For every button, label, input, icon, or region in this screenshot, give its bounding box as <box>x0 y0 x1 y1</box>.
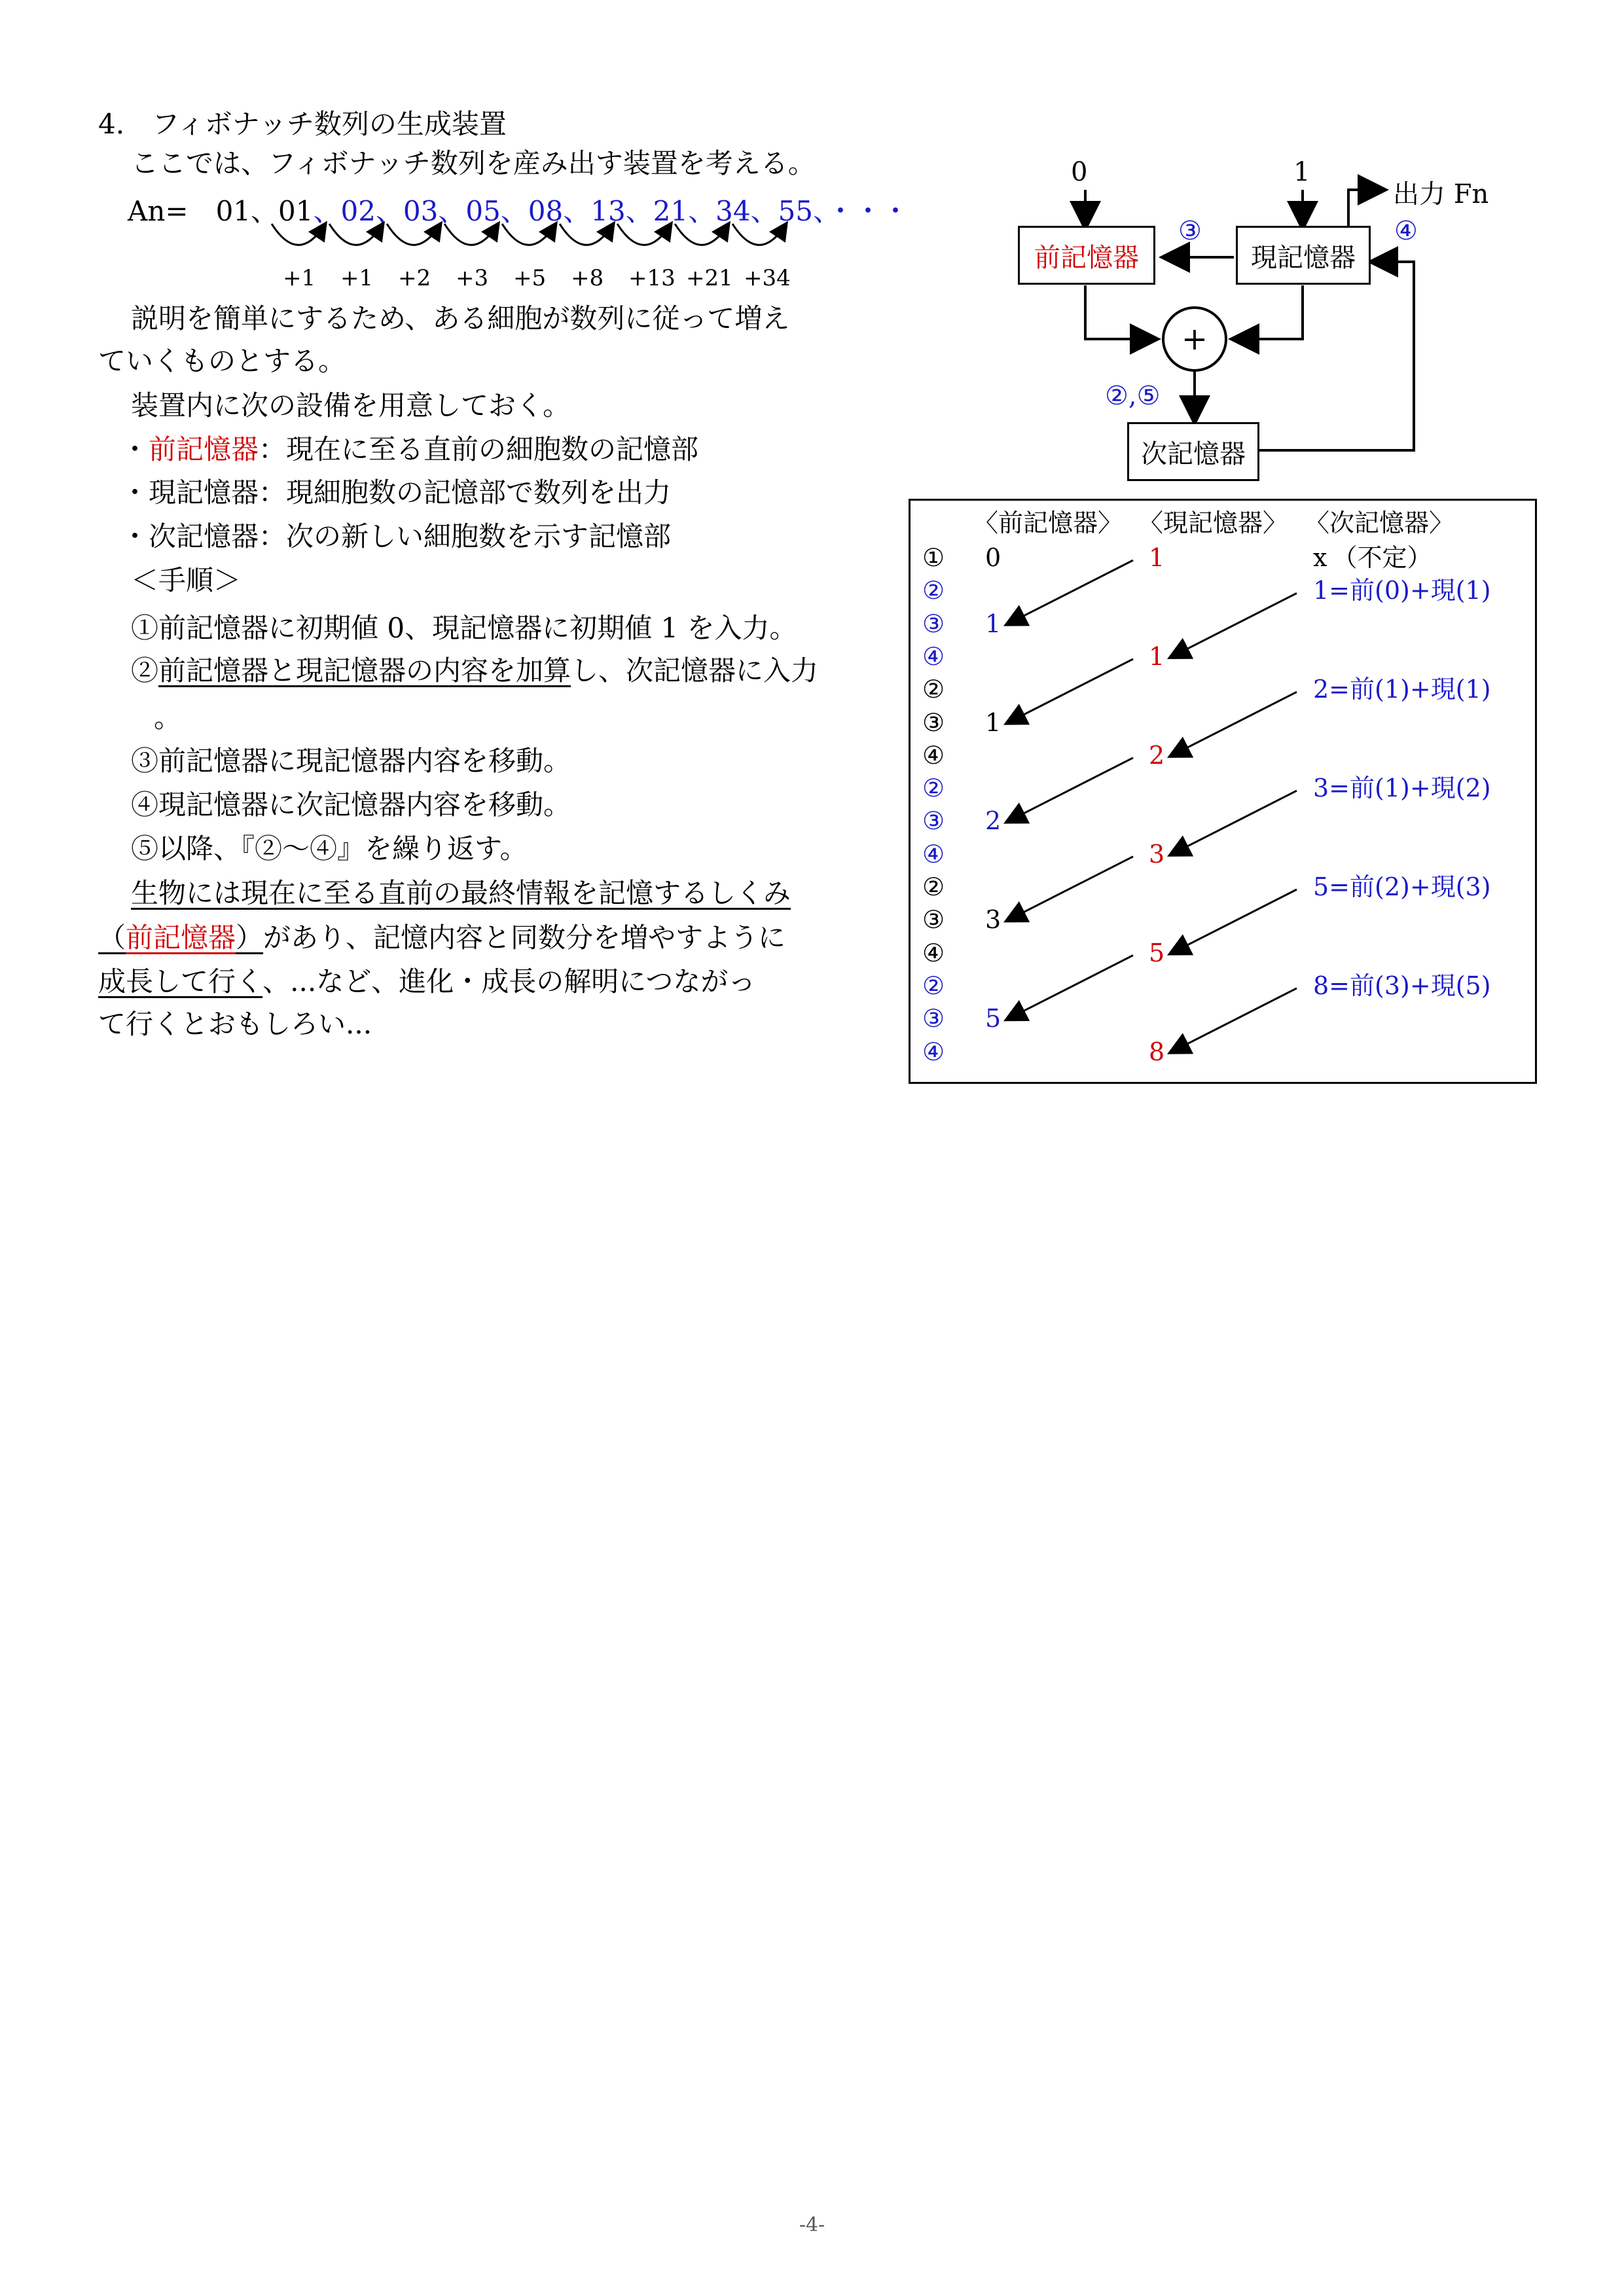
section-title: 4. フィボナッチ数列の生成装置 <box>98 108 507 140</box>
step1: ①前記憶器に初期値 0、現記憶器に初期値 1 を入力。 <box>131 612 797 644</box>
curr-value: 1 <box>1149 543 1165 572</box>
difference-label: +2 <box>398 265 431 291</box>
label-step3: ③ <box>1178 216 1202 246</box>
prev-value: 5 <box>985 1004 1001 1033</box>
input-prev-value: 0 <box>1071 157 1088 187</box>
transfer-arrow <box>1172 889 1297 953</box>
step-marker: ③ <box>922 708 945 737</box>
prev-value: 0 <box>985 543 1001 572</box>
difference-label: +21 <box>686 265 733 291</box>
step-marker: ① <box>922 543 945 572</box>
bullet-prev: ・前記憶器：現在に至る直前の細胞数の記憶部 <box>121 433 699 465</box>
para2: 装置内に次の設備を用意しておく。 <box>131 389 571 422</box>
next-value: 3=前(1)+現(2) <box>1313 774 1491 803</box>
step-marker: ④ <box>922 839 945 869</box>
next-value: x （不定） <box>1313 543 1432 572</box>
conclusion-line2: （前記憶器）があり、記憶内容と同数分を増やすように <box>98 922 786 954</box>
difference-label: +13 <box>628 265 676 291</box>
sequence-first: 01、01 <box>215 195 314 227</box>
transfer-arrow <box>1009 560 1133 624</box>
step-marker: ② <box>922 774 945 803</box>
prev-value: 1 <box>985 609 1001 638</box>
step-marker: ② <box>922 576 945 605</box>
intro-text: ここでは、フィボナッチ数列を産み出す装置を考える。 <box>131 147 816 179</box>
transfer-arrow <box>1172 791 1297 854</box>
sequence-prefix: An= <box>128 195 189 227</box>
curr-register-box: 現記憶器 <box>1236 226 1371 285</box>
step-marker: ④ <box>922 938 945 967</box>
step-marker: ③ <box>922 806 945 836</box>
difference-label: +1 <box>283 265 316 291</box>
sequence-rest: 、02、03、05、08、13、21、34、55、・・・ <box>313 195 910 227</box>
procedure-title: ＜手順＞ <box>131 564 242 596</box>
transfer-arrow <box>1009 956 1133 1019</box>
transfer-arrow <box>1009 659 1133 723</box>
curr-value: 5 <box>1149 938 1165 967</box>
step5: ⑤以降、『②～④』を繰り返す。 <box>131 833 528 865</box>
bullet-term-prev: 前記憶器 <box>149 433 259 465</box>
transfer-arrow <box>1172 692 1297 755</box>
header-next: 〈次記憶器〉 <box>1305 509 1454 537</box>
curr-value: 2 <box>1149 740 1165 770</box>
conclusion-line3: 成長して行く、...など、進化・成長の解明につながっ <box>98 965 756 997</box>
transfer-arrows <box>911 501 1539 1086</box>
next-value: 8=前(3)+現(5) <box>1313 971 1491 1000</box>
prev-register-box: 前記憶器 <box>1018 226 1155 285</box>
curr-value: 8 <box>1149 1037 1165 1066</box>
para1-line1: 説明を簡単にするため、ある細胞が数列に従って増え <box>131 302 790 334</box>
step2-cont: 。 <box>154 702 182 734</box>
adder-symbol: + <box>1181 321 1208 357</box>
step-marker: ④ <box>922 1037 945 1066</box>
next-value: 5=前(2)+現(3) <box>1313 872 1491 901</box>
step-marker: ② <box>922 971 945 1000</box>
step-marker: ③ <box>922 1004 945 1033</box>
step4: ④現記憶器に次記憶器内容を移動。 <box>131 789 571 821</box>
step-marker: ② <box>922 675 945 704</box>
step-marker: ④ <box>922 740 945 770</box>
step-marker: ④ <box>922 641 945 671</box>
output-label: 出力 Fn <box>1393 179 1489 209</box>
bullet-curr: ・現記憶器：現細胞数の記憶部で数列を出力 <box>121 476 672 509</box>
step-marker: ③ <box>922 905 945 935</box>
step3: ③前記憶器に現記憶器内容を移動。 <box>131 745 571 777</box>
header-curr: 〈現記憶器〉 <box>1138 509 1288 537</box>
next-register-box: 次記憶器 <box>1127 422 1259 481</box>
bullet-next: ・次記憶器：次の新しい細胞数を示す記憶部 <box>121 520 672 552</box>
bullet-term-curr: 現記憶器 <box>149 476 259 509</box>
conclusion-line1: 生物には現在に至る直前の最終情報を記憶するしくみ <box>131 877 791 909</box>
curr-value: 3 <box>1149 839 1165 869</box>
step2-underlined: 前記憶器と現記憶器の内容を加算 <box>158 655 571 687</box>
step-marker: ② <box>922 872 945 901</box>
difference-label: +3 <box>456 265 489 291</box>
conclusion-term: 前記憶器 <box>126 922 236 954</box>
prev-value: 1 <box>985 708 1001 737</box>
label-step4: ④ <box>1394 216 1418 246</box>
para1-line2: ていくものとする。 <box>98 345 346 377</box>
conclusion-line4: て行くとおもしろい... <box>98 1008 372 1040</box>
transfer-arrow <box>1009 758 1133 821</box>
bullet-term-next: 次記憶器 <box>149 520 259 552</box>
difference-label: +1 <box>340 265 374 291</box>
step2: ②前記憶器と現記憶器の内容を加算し、次記憶器に入力 <box>131 655 819 687</box>
next-value: 1=前(0)+現(1) <box>1313 576 1491 605</box>
page-number: -4- <box>799 2214 825 2236</box>
transfer-arrow <box>1172 593 1297 656</box>
prev-value: 2 <box>985 806 1001 836</box>
transfer-arrow <box>1172 988 1297 1052</box>
register-trace-table <box>909 499 1537 1084</box>
difference-label: +34 <box>744 265 791 291</box>
difference-label: +8 <box>571 265 604 291</box>
input-curr-value: 1 <box>1293 157 1310 187</box>
prev-value: 3 <box>985 905 1001 935</box>
step-marker: ③ <box>922 609 945 638</box>
label-step2-5: ②,⑤ <box>1105 381 1161 411</box>
curr-value: 1 <box>1149 641 1165 671</box>
header-prev: 〈前記憶器〉 <box>973 509 1123 537</box>
next-value: 2=前(1)+現(1) <box>1313 675 1491 704</box>
difference-label: +5 <box>513 265 547 291</box>
transfer-arrow <box>1009 857 1133 920</box>
